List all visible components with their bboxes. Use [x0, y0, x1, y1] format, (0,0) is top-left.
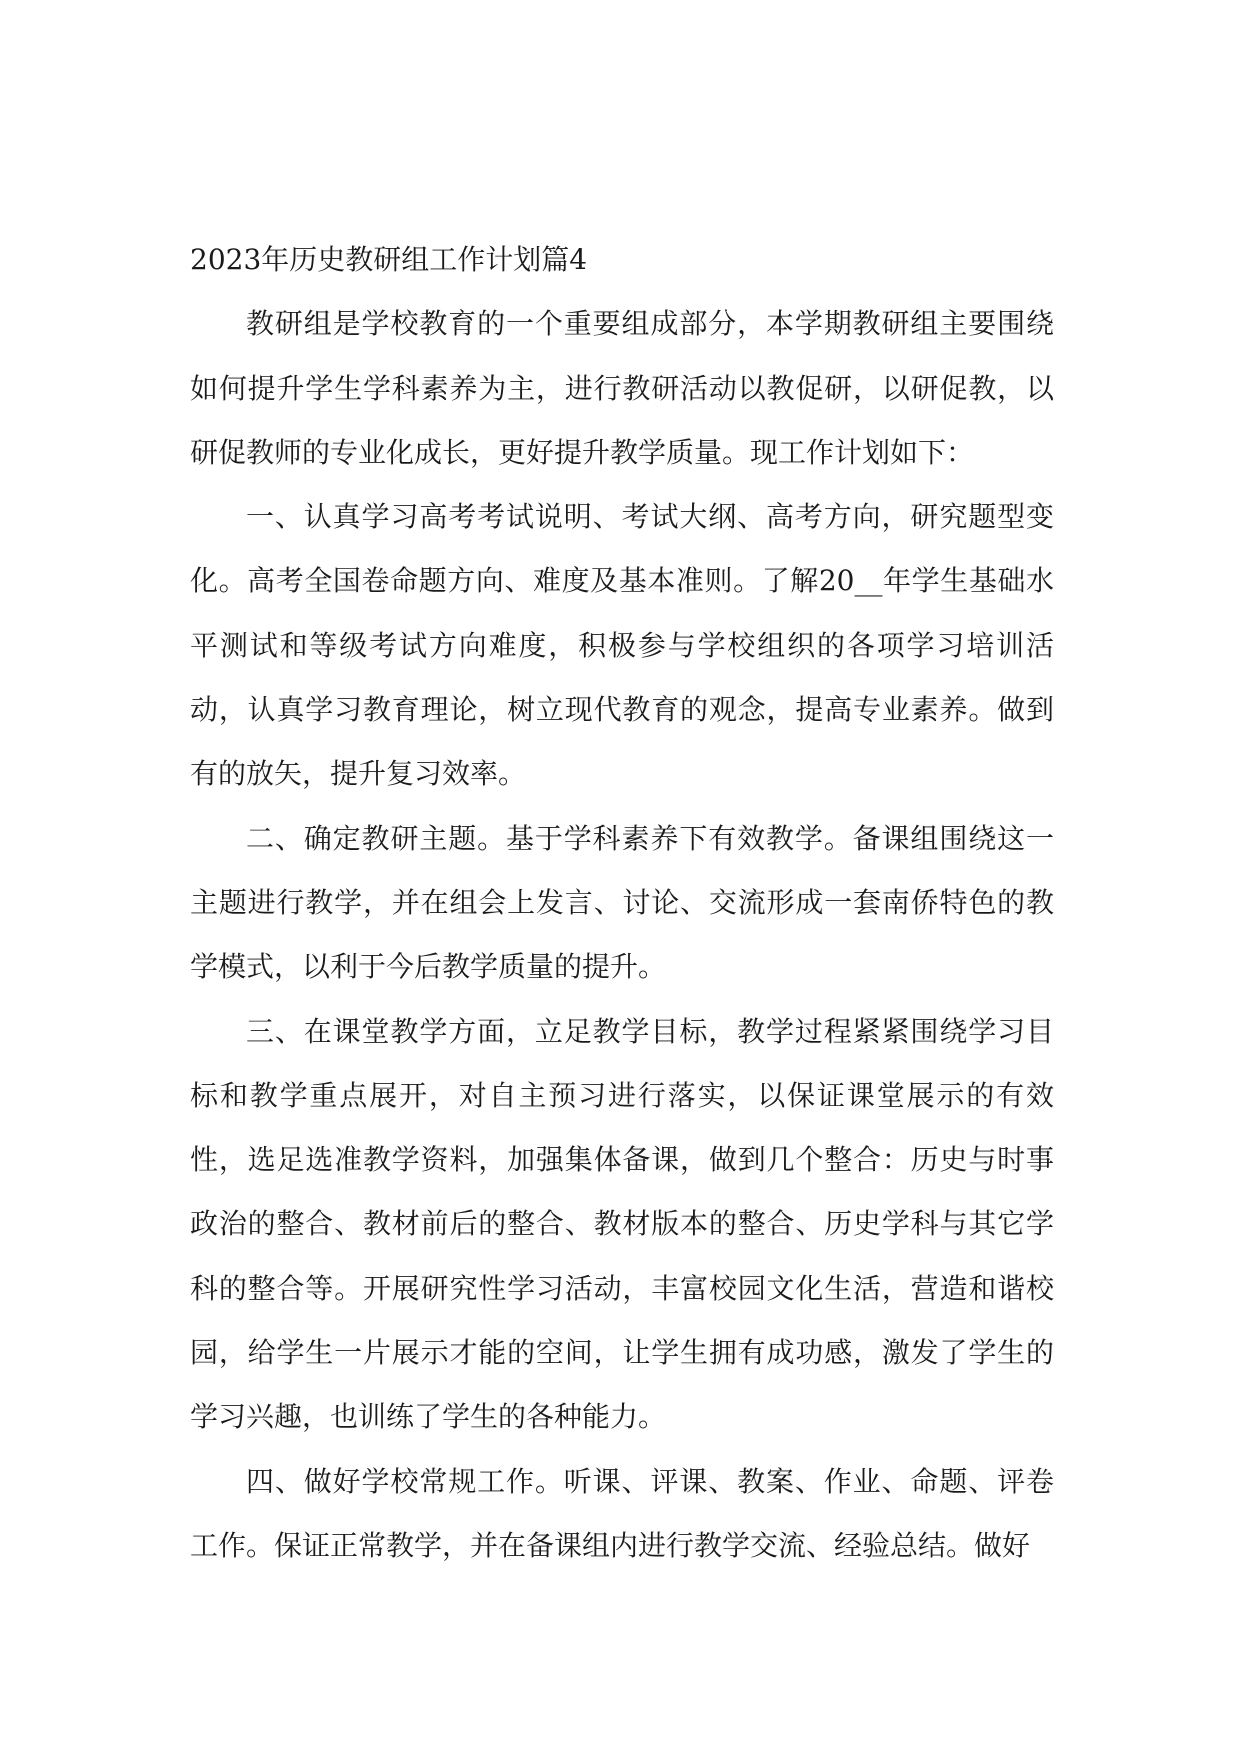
document-body [190, 228, 1054, 1578]
paragraph-item-1: 一、认真学习高考考试说明、考试大纲、高考方向，研究题型变化。高考全国卷命题方向、难度及基本准则。了解20__年学生基础水平测试和等级考试方向难度，积极参与学校组织的各项学习培训活动，认真学习教育理论，树立现代教育的观念，提高专业素养。做到有的放矢，提升复习效率。 [190, 500, 1054, 791]
paragraph-item-2: 二、确定教研主题。基于学科素养下有效教学。备课组围绕这一主题进行教学，并在组会上发言、讨论、交流形成一套南侨特色的教学模式，以利于今后教学质量的提升。 [190, 821, 1054, 984]
paragraph-item-4: 四、做好学校常规工作。听课、评课、教案、作业、命题、评卷工作。保证正常教学，并在备课组内进行教学交流、经验总结。做好 [190, 1464, 1054, 1562]
paragraph-intro: 教研组是学校教育的一个重要组成部分，本学期教研组主要围绕如何提升学生学科素养为主，进行教研活动以教促研，以研促教，以研促教师的专业化成长，更好提升教学质量。现工作计划如下： [190, 307, 1054, 469]
paragraph-item-3: 三、在课堂教学方面，立足教学目标，教学过程紧紧围绕学习目标和教学重点展开，对自主预习进行落实，以保证课堂展示的有效性，选足选准教学资料，加强集体备课，做到几个整合：历史与时事政治的整合、教材前后的整合、教材版本的整合、历史学科与其它学科的整合等。开展研究性学习活动，丰富校园文化生活，营造和谐校园，给学生一片展示才能的空间，让学生拥有成功感，激发了学生的学习兴趣，也训练了学生的各种能力。 [190, 1014, 1054, 1434]
document-title: 2023年历史教研组工作计划篇4 [190, 243, 588, 276]
